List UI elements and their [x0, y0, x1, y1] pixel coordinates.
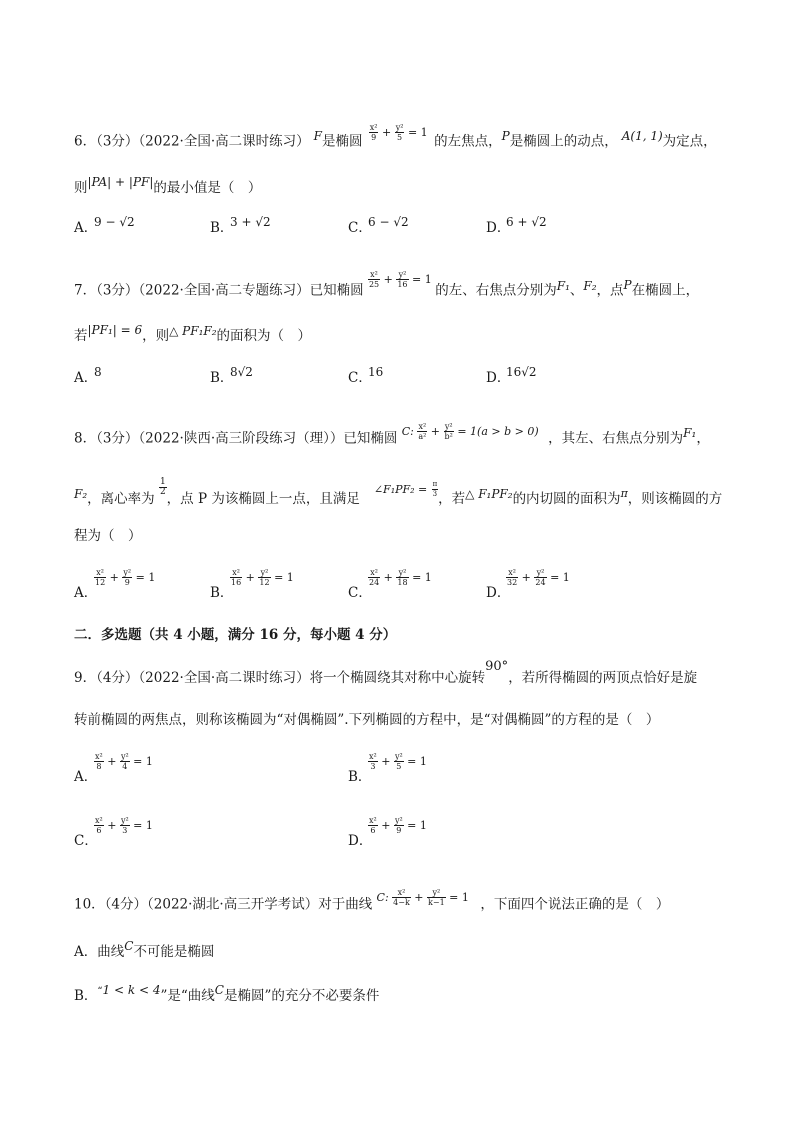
- q10-option-a: A．曲线C不可能是椭圆: [74, 939, 215, 960]
- q6-ellipse-equation: x² 9 + y² 5 = 1: [369, 123, 428, 142]
- q7-option-c: C．16: [348, 365, 384, 386]
- q9-number: 9．: [74, 670, 97, 686]
- q8-option-a: A． $\frac{\text{x²}}{12}$ + $\frac{\text{y²}}{9}$ $^{= 1}$: [74, 568, 156, 601]
- q9-line1: [74, 659, 698, 687]
- q10-text2: ，下面四个说法正确的是（ ）: [480, 896, 670, 913]
- q7-f2: F₂: [583, 278, 597, 293]
- q9-source: （2022·全国·高二课时练习）: [138, 670, 310, 686]
- q8-line2: [74, 477, 723, 509]
- q8-angle-value: $\frac{\pi}{3}$: [432, 480, 438, 498]
- q7-f1: F₁: [556, 278, 570, 293]
- q6-option-a: A．9 − √2: [74, 215, 135, 236]
- q9-option-c: C． $\frac{\text{x²}}{6}$ + $\frac{\text{y²}}{3}$ $^{= 1}$: [74, 816, 153, 849]
- q8-text-ecc: ，离心率为: [87, 491, 155, 507]
- q8-ellipse-equation: C: x² a² + y² b² = 1(a > b > 0): [401, 422, 539, 441]
- q7-then: ，则: [142, 328, 170, 344]
- section-heading: 二．多选题（共 4 小题，满分 16 分，每小题 4 分）: [74, 627, 397, 643]
- q10-line1: [74, 888, 670, 915]
- q7-question: 的面积为（ ）: [216, 328, 312, 344]
- q7-line2: [74, 323, 312, 344]
- q10-option-b: B．“1 < k < 4”是“曲线C是椭圆”的充分不必要条件: [74, 983, 380, 1004]
- q7-triangle: △ PF₁F₂: [169, 324, 217, 338]
- q8-text-foci: ，其左、右焦点分别为: [548, 430, 684, 447]
- q7-source: （2022·全国·高二专题练习）: [138, 282, 310, 299]
- q7-var-p: P: [623, 277, 632, 292]
- q9-line2: 转前椭圆的两焦点，则称该椭圆为“对偶椭圆”.下列椭圆的方程中，是“对偶椭圆”的方程的是（ ）: [74, 712, 660, 728]
- q10-source: （2022·湖北·高三开学考试）: [147, 896, 319, 913]
- q8-number: 8．: [74, 430, 97, 447]
- q8-angle-expression: ∠F₁PF₂ =: [373, 483, 428, 496]
- q7-option-d: D．16√2: [486, 365, 537, 386]
- q9-score: （4分）: [96, 670, 139, 686]
- q6-then: 则: [74, 180, 88, 196]
- q6-var-f: F: [313, 128, 322, 143]
- q9-option-a: A． $\frac{\text{x²}}{8}$ + $\frac{\text{y²}}{4}$ $^{= 1}$: [74, 752, 153, 785]
- q6-var-p: P: [501, 128, 510, 143]
- q10-score: （4分）: [104, 896, 148, 913]
- q6-line2: [74, 175, 262, 196]
- q7-text-point: ，点: [596, 282, 624, 299]
- q9-option-d: D． $\frac{\text{x²}}{6}$ + $\frac{\text{y²}}{9}$ $^{= 1}$: [348, 816, 427, 849]
- q8-triangle: △ F₁PF₂: [465, 487, 513, 501]
- q7-ellipse-equation: x² 25 + y² 16 = 1: [368, 270, 432, 289]
- q7-option-a: A．8: [74, 365, 102, 386]
- q6-text-fixed: 为定点，: [662, 133, 717, 150]
- q8-option-d: D． $\frac{\text{x²}}{32}$ + $\frac{\text{y²}}{24}$ $^{= 1}$: [486, 568, 570, 601]
- q7-score: （3分）: [96, 282, 139, 299]
- q8-score: （3分）: [96, 430, 139, 447]
- q9-angle: 90°: [485, 659, 509, 674]
- q6-option-b: B．3 + √2: [210, 215, 271, 236]
- q7-condition: |PF₁| = 6: [87, 323, 143, 337]
- q10-curve-equation: C: x² 4−k + y² k−1 = 1: [376, 888, 469, 907]
- q6-text-moving: 是椭圆上的动点，: [509, 133, 618, 150]
- q6-option-c: C．6 − √2: [348, 215, 409, 236]
- q6-point-a: A(1, 1): [621, 128, 663, 143]
- q8-f1: F₁: [683, 425, 697, 440]
- q6-score: （3分）: [96, 133, 139, 150]
- q10-number: 10．: [74, 896, 105, 913]
- q7-text-known: 已知椭圆: [309, 282, 364, 299]
- q6-text-left-focus: 的左焦点，: [434, 133, 502, 150]
- q8-option-b: B． $\frac{\text{x²}}{16}$ + $\frac{\text{y²}}{12}$ $^{= 1}$: [210, 568, 294, 601]
- q7-if: 若: [74, 328, 88, 344]
- q10-text1: 对于曲线: [318, 896, 373, 913]
- q6-text-is-ellipse: 是椭圆: [321, 133, 363, 150]
- q7-line1: 7．（3分）（2022·全国·高二专题练习）已知椭圆 $^{\frac{\text{x²}}{25} + \frac{\text{y²}}{16} = 1}$ 的左、右焦点分别为F₁、F₂，点P在椭圆上，: [74, 270, 700, 299]
- q8-source: （2022·陕西·高三阶段练习（理））: [138, 430, 344, 447]
- q8-text-then: ，则该椭圆的方: [627, 491, 723, 507]
- q8-pi: π: [620, 487, 628, 500]
- q8-option-c: C． $\frac{\text{x²}}{24}$ + $\frac{\text{y²}}{18}$ $^{= 1}$: [348, 568, 432, 601]
- q7-text-foci: 的左、右焦点分别为: [435, 282, 557, 299]
- q9-option-b: B． $\frac{\text{x²}}{3}$ + $\frac{\text{y²}}{5}$ $^{= 1}$: [348, 752, 427, 785]
- q8-text-point: ，点 P 为该椭圆上一点，且满足: [166, 491, 360, 507]
- q6-option-d: D．6 + √2: [486, 215, 547, 236]
- q9-text2: ，若所得椭圆的两顶点恰好是旋: [508, 670, 698, 686]
- q6-question: 的最小值是（ ）: [153, 180, 262, 196]
- q8-eccentricity: $\frac{1}{2}$: [159, 477, 166, 497]
- q6-number: 6．: [74, 133, 97, 150]
- q8-text-known: 已知椭圆: [343, 430, 398, 447]
- q7-number: 7．: [74, 282, 97, 299]
- q6-source: （2022·全国·高二课时练习）: [138, 133, 310, 150]
- q8-line3: 程为（ ）: [74, 528, 142, 544]
- q6-expression: |PA| + |PF|: [87, 175, 154, 189]
- q7-option-b: B．8√2: [210, 365, 253, 386]
- q9-text1: 将一个椭圆绕其对称中心旋转: [309, 670, 486, 686]
- q7-text-on: 在椭圆上，: [631, 282, 700, 299]
- q8-text-incircle: 的内切圆的面积为: [512, 491, 621, 507]
- q8-line1: 8．（3分）（2022·陕西·高三阶段练习（理））已知椭圆 $^{C: \frac{\text{x²}}{\text{a²}} + \frac{\text{y²}}{\text{b²}} = 1(a > b > 0)}$ ，其左、右焦点分别为F₁，: [74, 422, 710, 447]
- q8-f2: F₂: [74, 487, 88, 501]
- q8-text-if: ，若: [438, 491, 466, 507]
